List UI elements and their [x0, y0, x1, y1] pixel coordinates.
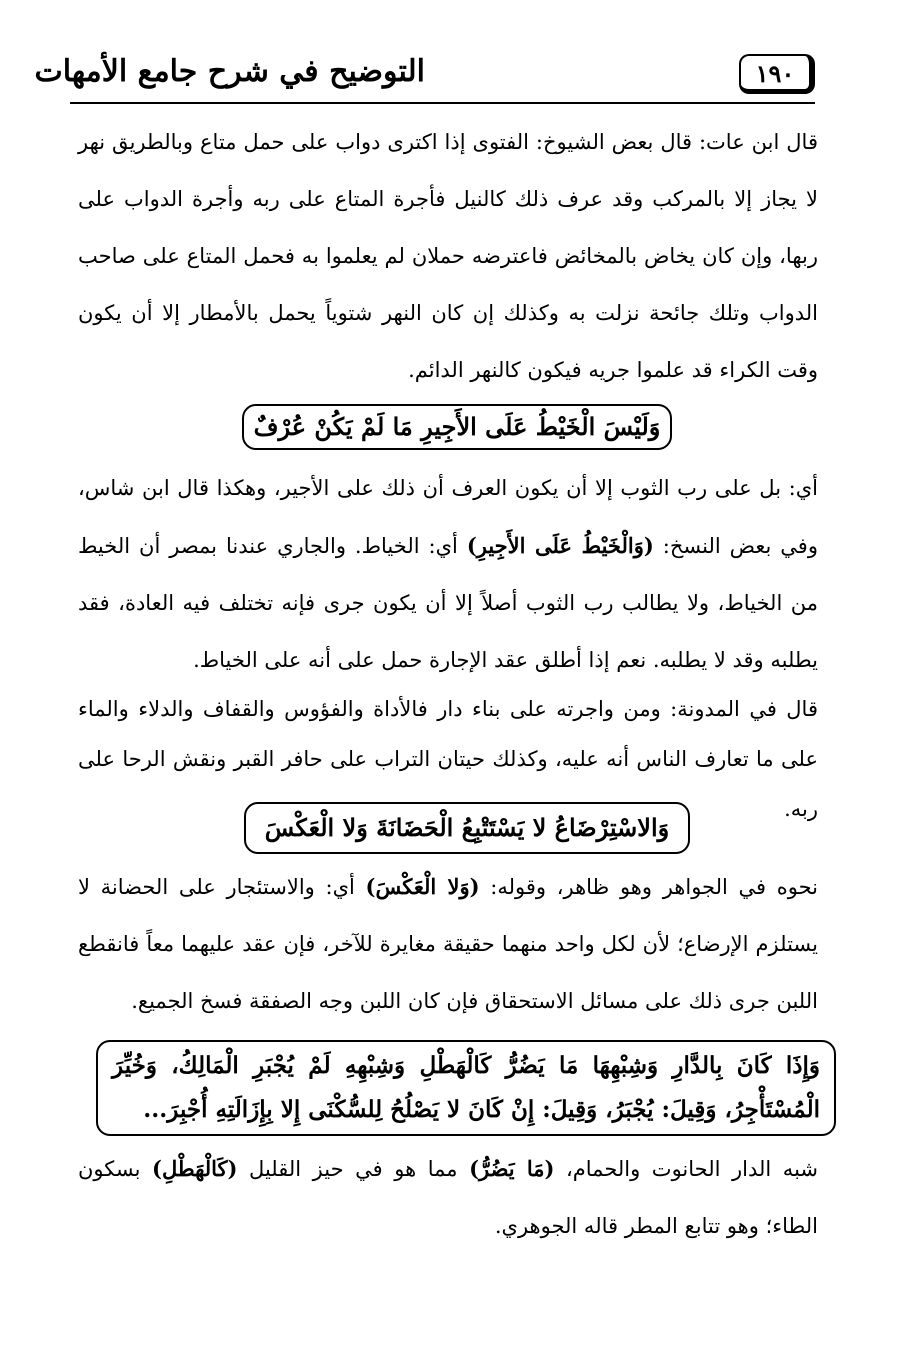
matn-box: وَالاسْتِرْضَاعُ لا يَسْتَتْبِعُ الْحَضَانَةَ وَلا الْعَكْسَ [244, 802, 690, 854]
commentary-text: مما هو في حيز القليل [237, 1157, 470, 1181]
commentary-paragraph [78, 460, 818, 689]
matn-box: وَإِذَا كَانَ بِالدَّارِ وَشِبْهِهَا مَا يَضُرُّ كَالْهَطْلِ وَشِبْهِهِ لَمْ يُجْبَرِ الْمَالِكُ، وَخُيِّرَ الْمُسْتَأْجِرُ، وَقِيلَ: يُجْبَرُ، وَقِيلَ: إِنْ كَانَ لا يَصْلُحُ لِلسُّكْنَى إِلا بِإِزَالَتِهِ أُجْبِرَ... [96, 1040, 836, 1136]
commentary-paragraph: قال في المدونة: ومن واجرته على بناء دار فالأداة والفؤوس والقفاف والدلاء والماء على ما تعارف الناس أنه عليه، وكذلك حيتان التراب على حافر القبر ونقش الرحا على ربه. [78, 697, 818, 821]
page-number: ١٩٠ [739, 54, 815, 94]
commentary-paragraph: قال ابن عات: قال بعض الشيوخ: الفتوى إذا اكترى دواب على حمل متاع وبالطريق نهر لا يجاز إلا بالمركب وقد عرف ذلك كالنيل فأجرة المتاع على ربه وأجرة الدواب على ربها، وإن كان يخاض بالمخائض فاعترضه حملان لم يعلموا به فحمل المتاع على صاحب الدواب وتلك جائحة نزلت به وكذلك إن كان النهر شتوياً يحمل بالأمطار إلا أن يكون وقت الكراء قد علموا جريه فيكون كالنهر الدائم. [78, 130, 818, 382]
book-title: التوضيح في شرح جامع الأمهات [34, 54, 425, 89]
commentary-text: شبه الدار الحانوت والحمام، [554, 1157, 818, 1181]
commentary-text: بسكون الطاء؛ وهو تتابع المطر قاله الجوهري. [78, 1157, 818, 1238]
page-header [34, 50, 815, 108]
commentary-text: نحوه في الجواهر وهو ظاهر، وقوله: [479, 875, 818, 899]
matn-quote: (مَا يَضُرُّ) [469, 1156, 555, 1181]
commentary-text: أي: والاستئجار على الحضانة لا يستلزم الإرضاع؛ لأن لكل واحد منهما حقيقة مغايرة للآخر، فإن عقد عليهما معاً فانقطع اللبن جرى ذلك على مسائل الاستحقاق فإن كان اللبن وجه الصفقة فسخ الجميع. [78, 875, 818, 1013]
commentary-text: أي: بل على رب الثوب إلا أن يكون العرف أن ذلك على الأجير، وهكذا قال ابن شاس، وفي بعض النسخ: [78, 476, 818, 558]
matn-quote: (وَالْخَيْطُ عَلَى الأَجِيرِ) [466, 533, 654, 558]
matn-box: وَلَيْسَ الْخَيْطُ عَلَى الأَجِيرِ مَا لَمْ يَكُنْ عُرْفٌ [242, 404, 672, 450]
commentary-paragraph [78, 858, 818, 1030]
header-divider [70, 102, 815, 104]
matn-quote: (وَلا الْعَكْسَ) [365, 874, 480, 899]
commentary-paragraph [78, 1140, 818, 1255]
commentary-text: أي: الخياط. والجاري عندنا بمصر أن الخيط من الخياط، ولا يطالب رب الثوب أصلاً إلا أن يكون جرى فإنه تختلف فيه العادة، فقد يطلبه وقد لا يطلبه. نعم إذا أطلق عقد الإجارة حمل على أنه على الخياط. [78, 534, 818, 672]
matn-quote: (كَالْهَطْلِ) [152, 1156, 238, 1181]
